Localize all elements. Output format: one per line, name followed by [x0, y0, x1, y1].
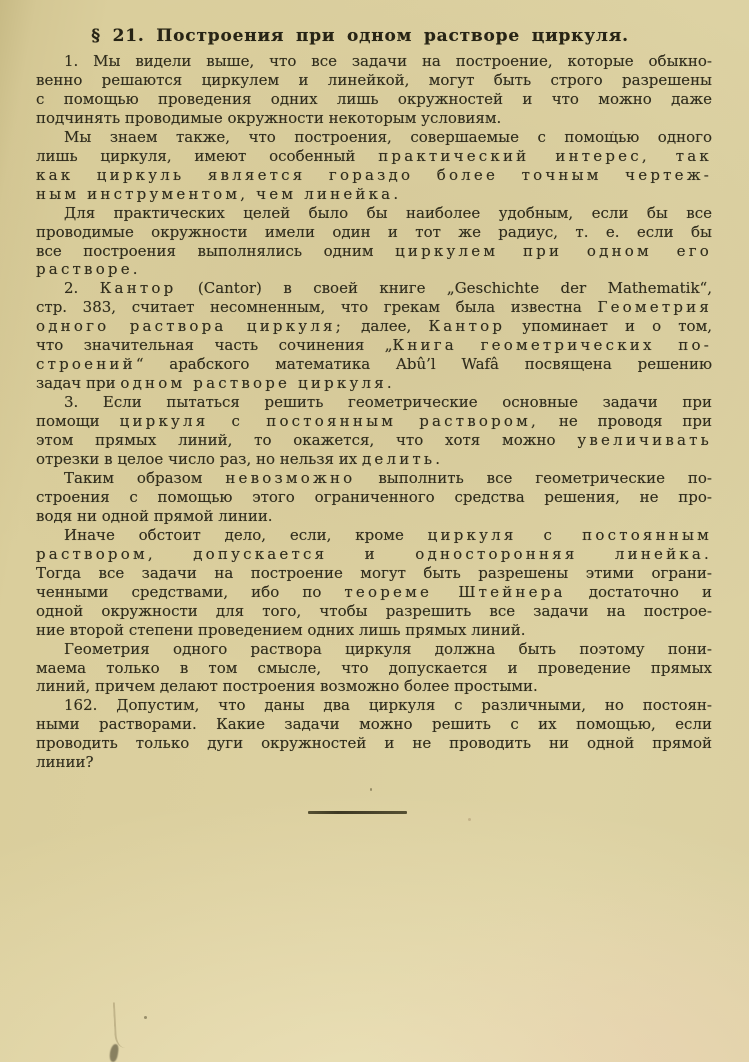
text-line — [36, 336, 712, 355]
text-segment: подчинять проводимые окружности некоторым условиям. — [36, 108, 502, 127]
text-segment: Иначе обстоит дело, если, кроме — [64, 525, 428, 544]
paper-speck — [370, 788, 372, 791]
text-line — [36, 279, 712, 298]
text-line — [36, 696, 712, 715]
text-line — [36, 393, 712, 412]
text-line — [36, 677, 712, 696]
emphasized-spaced-text: практический интерес, так — [378, 146, 712, 165]
text-segment: 1. Мы видели выше, что все задачи на построение, которые обыкно- — [64, 52, 712, 70]
emphasized-spaced-text: Геометрия — [597, 298, 712, 317]
text-segment: лишь циркуля, имеют особенный — [36, 146, 379, 165]
text-segment: строения с помощью этого ограниченного средства решения, не про- — [36, 487, 712, 506]
text-line — [36, 507, 712, 526]
text-line — [36, 450, 712, 469]
text-segment: “ арабского математика Abû’l Wafâ посвящена решению — [135, 355, 712, 374]
paper-speck — [468, 818, 471, 821]
text-line — [36, 583, 712, 602]
emphasized-spaced-text: Кантор — [99, 279, 177, 298]
emphasized-spaced-text: циркуля с постоянным — [427, 525, 712, 544]
emphasized-spaced-text: ным инструментом, чем линейка. — [36, 184, 402, 203]
text-line — [36, 488, 712, 507]
text-line — [36, 545, 712, 564]
text-segment: Для практических целей было бы наиболее удобным, если бы все — [64, 203, 712, 222]
text-segment: 3. Если пытаться решить геометрические основные задачи при — [64, 393, 712, 412]
text-segment: венно решаются циркулем и линейкой, могут быть строго разрешены — [36, 70, 712, 89]
text-segment: Мы знаем также, что построения, совершаемые с помощью одного — [64, 127, 712, 146]
text-line — [36, 659, 712, 678]
text-segment: выполнить все геометрические по- — [355, 468, 712, 487]
text-line — [36, 223, 712, 242]
text-segment: достаточно и — [565, 582, 712, 601]
text-segment: все построения выполнялись одним — [36, 241, 396, 260]
text-line — [36, 355, 712, 374]
emphasized-spaced-text: циркулем при одном его — [395, 241, 712, 260]
emphasized-spaced-text: раствором, допускается и односторонняя линейка. — [36, 544, 712, 563]
text-line — [36, 52, 712, 71]
text-line — [36, 621, 712, 640]
text-line — [36, 469, 712, 488]
text-segment: линий, причем делают построения возможно более простыми. — [36, 677, 538, 696]
text-line — [36, 734, 712, 753]
text-line — [36, 715, 712, 734]
text-segment: 2. — [64, 279, 100, 298]
paper-speck — [144, 1016, 147, 1019]
emphasized-spaced-text: растворе. — [36, 260, 141, 279]
text-segment: отрезки в целое число раз, но нельзя их — [36, 450, 362, 469]
text-segment: этом прямых линий, то окажется, что хотя можно — [36, 431, 578, 450]
emphasized-spaced-text: увеличивать — [577, 431, 712, 450]
text-line — [36, 564, 712, 583]
text-line — [36, 298, 712, 317]
text-segment: что значительная часть сочинения „ — [36, 336, 393, 355]
emphasized-spaced-text: теореме Штейнера — [344, 582, 566, 601]
emphasized-spaced-text: одном растворе циркуля. — [120, 374, 395, 393]
paper-speck — [612, 131, 614, 133]
text-segment: Геометрия одного раствора циркуля должна быть поэтому пони- — [64, 639, 712, 658]
text-segment: не проводя при — [538, 412, 712, 431]
text-segment: ными растворами. Какие задачи можно решить с их помощью, если — [36, 715, 712, 734]
emphasized-spaced-text: как циркуль является гораздо более точным чертеж- — [36, 165, 712, 184]
emphasized-spaced-text: одного раствора циркуля; — [36, 317, 344, 336]
text-segment: стр. 383, считает несомненным, что грекам была известна — [36, 298, 598, 317]
emphasized-spaced-text: циркуля с постоянным раствором, — [119, 412, 539, 431]
text-line — [36, 317, 712, 336]
crease-mark — [113, 1002, 129, 1049]
text-segment: Тогда все задачи на построение могут быть разрешены этими ограни- — [36, 563, 712, 582]
text-segment: помощи — [36, 412, 120, 431]
text-segment: упоминает и о том, — [505, 317, 713, 336]
emphasized-spaced-text: строений — [36, 355, 136, 374]
text-line — [36, 640, 712, 659]
text-line — [36, 109, 712, 128]
text-line — [36, 128, 712, 147]
text-line — [36, 431, 712, 450]
emphasized-spaced-text: Книга геометрических по- — [392, 336, 712, 355]
text-segment: 162. Допустим, что даны два циркуля с различными, но постоян- — [64, 696, 712, 715]
text-segment: ние второй степени проведением одних лишь прямых линий. — [36, 620, 526, 639]
section-divider-rule — [308, 811, 407, 814]
text-segment: проводимые окружности имели один и тот же радиус, т. е. если бы — [36, 222, 712, 241]
text-line — [36, 412, 712, 431]
emphasized-spaced-text: невозможно — [225, 468, 356, 487]
text-line — [36, 147, 712, 166]
text-segment: линии? — [36, 753, 94, 772]
text-line — [36, 185, 712, 204]
text-line — [36, 526, 712, 545]
page-text — [36, 52, 712, 772]
text-line — [36, 204, 712, 223]
text-segment: водя ни одной прямой линии. — [36, 506, 273, 525]
text-line — [36, 260, 712, 279]
text-segment: далее, — [343, 317, 429, 336]
text-segment: Таким образом — [64, 468, 226, 487]
text-line — [36, 753, 712, 772]
text-segment: маема только в том смысле, что допускается и проведение прямых — [36, 658, 712, 677]
text-line — [36, 71, 712, 90]
text-segment: задач при — [36, 374, 121, 393]
section-heading: § 21. Построения при одном растворе циркуля. — [91, 26, 629, 46]
text-segment: одной окружности для того, чтобы разрешить все задачи на построе- — [36, 601, 712, 620]
text-line — [36, 602, 712, 621]
text-segment: ченными средствами, ибо по — [36, 582, 345, 601]
emphasized-spaced-text: делить. — [361, 450, 444, 469]
text-line — [36, 374, 712, 393]
text-segment: проводить только дуги окружностей и не проводить ни одной прямой — [36, 734, 712, 753]
text-line — [36, 166, 712, 185]
text-line — [36, 90, 712, 109]
text-line — [36, 242, 712, 261]
emphasized-spaced-text: Кантор — [428, 317, 506, 336]
text-segment: с помощью проведения одних лишь окружностей и что можно даже — [36, 89, 712, 108]
crease-mark-tip — [109, 1044, 119, 1062]
text-segment: (Cantor) в своей книге „Geschichte der Mathematik“, — [176, 279, 712, 298]
